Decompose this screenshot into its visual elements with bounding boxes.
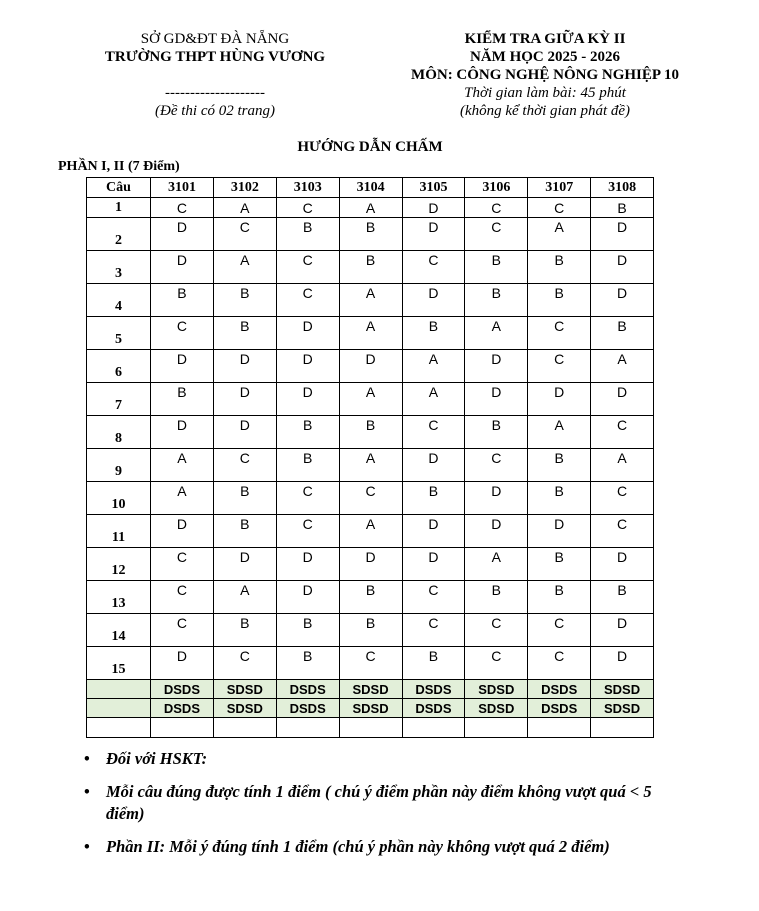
question-number: 6: [87, 350, 151, 383]
answer-cell: B: [402, 647, 465, 680]
true-false-cell: SDSD: [591, 699, 654, 718]
answer-cell: C: [276, 482, 339, 515]
department-name: SỞ GD&ĐT ĐÀ NẴNG: [140, 31, 290, 47]
answer-cell: C: [465, 647, 528, 680]
question-number: 2: [87, 218, 151, 251]
table-row: [87, 383, 654, 416]
answer-cell: B: [465, 251, 528, 284]
question-number: 13: [87, 581, 151, 614]
true-false-cell: SDSD: [465, 680, 528, 699]
answer-cell: A: [402, 350, 465, 383]
empty-cell: [151, 718, 214, 738]
question-number: 3: [87, 251, 151, 284]
subject-name: MÔN: CÔNG NGHỆ NÔNG NGHIỆP 10: [411, 67, 679, 83]
answer-cell: B: [528, 548, 591, 581]
answer-cell: C: [213, 218, 276, 251]
answer-cell: D: [151, 350, 214, 383]
question-number: 8: [87, 416, 151, 449]
bullet-icon: •: [84, 782, 90, 801]
answer-cell: C: [151, 548, 214, 581]
table-row: [87, 198, 654, 218]
answer-cell: A: [465, 548, 528, 581]
empty-cell: [276, 718, 339, 738]
empty-row: [87, 718, 654, 738]
answer-cell: B: [402, 317, 465, 350]
answer-cell: A: [339, 449, 402, 482]
answer-cell: D: [591, 218, 654, 251]
part-label: PHẦN I, II (7 Điểm): [58, 159, 180, 174]
answer-cell: A: [339, 383, 402, 416]
answer-cell: C: [402, 614, 465, 647]
answer-cell: B: [339, 416, 402, 449]
answer-cell: C: [465, 218, 528, 251]
answer-cell: D: [591, 284, 654, 317]
answer-cell: C: [276, 515, 339, 548]
school-year: NĂM HỌC 2025 - 2026: [470, 49, 620, 65]
column-header: 3107: [528, 178, 591, 198]
header-left: [85, 30, 345, 120]
true-false-row: [87, 699, 654, 718]
note-item: [82, 748, 682, 770]
true-false-cell: SDSD: [591, 680, 654, 699]
answer-cell: C: [339, 647, 402, 680]
answer-cell: A: [591, 449, 654, 482]
question-number: 11: [87, 515, 151, 548]
column-header: 3103: [276, 178, 339, 198]
answer-cell: C: [151, 317, 214, 350]
table-row: [87, 548, 654, 581]
question-number: 7: [87, 383, 151, 416]
question-number: 15: [87, 647, 151, 680]
answer-cell: B: [591, 317, 654, 350]
empty-cell: [87, 680, 151, 699]
table-row: [87, 284, 654, 317]
true-false-cell: DSDS: [528, 699, 591, 718]
true-false-cell: SDSD: [465, 699, 528, 718]
answer-cell: A: [465, 317, 528, 350]
pages-note: (Đề thi có 02 trang): [155, 103, 275, 119]
answer-cell: D: [339, 548, 402, 581]
answer-cell: B: [213, 614, 276, 647]
answer-cell: A: [339, 198, 402, 218]
answer-cell: B: [339, 614, 402, 647]
answer-cell: C: [465, 614, 528, 647]
column-header: 3106: [465, 178, 528, 198]
true-false-cell: DSDS: [402, 680, 465, 699]
exam-time: Thời gian làm bài: 45 phút: [464, 85, 626, 101]
table-row: [87, 515, 654, 548]
true-false-cell: DSDS: [276, 699, 339, 718]
table-header-row: [87, 178, 654, 198]
answer-cell: C: [591, 515, 654, 548]
table-row: [87, 350, 654, 383]
table-row: [87, 317, 654, 350]
bullet-icon: •: [84, 749, 90, 768]
answer-cell: D: [591, 647, 654, 680]
empty-cell: [339, 718, 402, 738]
exam-title: KIỂM TRA GIỮA KỲ II: [464, 31, 626, 47]
answer-cell: B: [402, 482, 465, 515]
answer-cell: C: [151, 581, 214, 614]
note-item: [82, 836, 682, 858]
answer-cell: D: [276, 317, 339, 350]
answer-cell: D: [276, 548, 339, 581]
answer-cell: D: [402, 515, 465, 548]
answer-cell: B: [528, 284, 591, 317]
answer-cell: B: [151, 284, 214, 317]
answer-cell: D: [402, 449, 465, 482]
answer-cell: B: [151, 383, 214, 416]
true-false-cell: DSDS: [151, 699, 214, 718]
page-title: HƯỚNG DẪN CHẤM: [297, 139, 443, 155]
table-row: [87, 482, 654, 515]
answer-cell: B: [213, 515, 276, 548]
answer-cell: C: [402, 251, 465, 284]
answer-cell: C: [151, 198, 214, 218]
answer-cell: A: [339, 515, 402, 548]
answer-cell: C: [213, 647, 276, 680]
answer-cell: B: [213, 284, 276, 317]
question-number: 1: [87, 198, 151, 218]
column-header: Câu: [87, 178, 151, 198]
answer-cell: D: [528, 383, 591, 416]
header-right: [395, 30, 695, 120]
answer-cell: A: [151, 482, 214, 515]
answer-cell: D: [151, 251, 214, 284]
answer-cell: B: [276, 416, 339, 449]
bullet-icon: •: [84, 837, 90, 856]
answer-cell: B: [465, 416, 528, 449]
empty-cell: [87, 699, 151, 718]
answer-cell: B: [213, 482, 276, 515]
answer-cell: D: [465, 482, 528, 515]
answer-cell: D: [276, 383, 339, 416]
empty-cell: [465, 718, 528, 738]
table-row: [87, 251, 654, 284]
answer-cell: B: [276, 449, 339, 482]
column-header: 3104: [339, 178, 402, 198]
answer-cell: B: [591, 198, 654, 218]
true-false-row: [87, 680, 654, 699]
answer-cell: C: [528, 614, 591, 647]
note-item: [82, 781, 682, 825]
answer-cell: D: [213, 350, 276, 383]
answer-cell: B: [339, 218, 402, 251]
table-row: [87, 614, 654, 647]
answer-cell: B: [528, 449, 591, 482]
answer-cell: B: [591, 581, 654, 614]
answer-cell: B: [528, 581, 591, 614]
answer-cell: D: [465, 383, 528, 416]
answer-cell: D: [591, 251, 654, 284]
question-number: 5: [87, 317, 151, 350]
empty-cell: [591, 718, 654, 738]
table-row: [87, 416, 654, 449]
answer-cell: D: [402, 198, 465, 218]
table-row: [87, 581, 654, 614]
divider-dashes: --------------------: [165, 85, 265, 101]
answer-cell: D: [151, 647, 214, 680]
true-false-cell: DSDS: [402, 699, 465, 718]
true-false-cell: DSDS: [276, 680, 339, 699]
answer-cell: D: [402, 218, 465, 251]
note-text: Đối với HSKT:: [106, 749, 208, 768]
answer-cell: C: [465, 449, 528, 482]
answer-cell: A: [213, 251, 276, 284]
answer-cell: B: [339, 581, 402, 614]
answer-cell: B: [276, 218, 339, 251]
answer-cell: A: [339, 317, 402, 350]
answer-cell: C: [465, 198, 528, 218]
question-number: 10: [87, 482, 151, 515]
answer-cell: D: [213, 416, 276, 449]
note-text: Phần II: Mỗi ý đúng tính 1 điểm (chú ý phần này không vượt quá 2 điểm): [106, 837, 610, 856]
answer-cell: B: [276, 647, 339, 680]
true-false-cell: SDSD: [339, 680, 402, 699]
answer-cell: A: [213, 198, 276, 218]
answer-cell: B: [276, 614, 339, 647]
exam-time-note: (không kể thời gian phát đề): [459, 103, 631, 119]
answer-cell: A: [528, 416, 591, 449]
answer-cell: C: [276, 284, 339, 317]
answer-cell: B: [528, 482, 591, 515]
answer-cell: D: [339, 350, 402, 383]
empty-cell: [528, 718, 591, 738]
answer-cell: A: [591, 350, 654, 383]
answer-cell: D: [402, 548, 465, 581]
answer-cell: D: [276, 350, 339, 383]
true-false-cell: DSDS: [151, 680, 214, 699]
answer-cell: D: [276, 581, 339, 614]
answer-cell: C: [528, 647, 591, 680]
answer-cell: D: [151, 416, 214, 449]
table-row: [87, 449, 654, 482]
answer-cell: D: [151, 218, 214, 251]
true-false-cell: DSDS: [528, 680, 591, 699]
true-false-cell: SDSD: [213, 699, 276, 718]
answer-cell: A: [402, 383, 465, 416]
answer-cell: B: [528, 251, 591, 284]
question-number: 9: [87, 449, 151, 482]
true-false-cell: SDSD: [213, 680, 276, 699]
answer-cell: D: [591, 614, 654, 647]
answer-cell: C: [402, 416, 465, 449]
answer-cell: D: [591, 548, 654, 581]
answer-cell: C: [213, 449, 276, 482]
answer-cell: B: [339, 251, 402, 284]
empty-cell: [213, 718, 276, 738]
answer-cell: C: [591, 482, 654, 515]
answer-cell: D: [591, 383, 654, 416]
answer-cell: D: [213, 383, 276, 416]
column-header: 3102: [213, 178, 276, 198]
table-row: [87, 218, 654, 251]
answer-key-table: [86, 177, 654, 738]
answer-cell: D: [402, 284, 465, 317]
answer-cell: C: [528, 317, 591, 350]
answer-cell: D: [151, 515, 214, 548]
true-false-cell: SDSD: [339, 699, 402, 718]
empty-cell: [87, 718, 151, 738]
answer-cell: C: [528, 198, 591, 218]
column-header: 3108: [591, 178, 654, 198]
answer-cell: A: [151, 449, 214, 482]
answer-cell: C: [402, 581, 465, 614]
table-row: [87, 647, 654, 680]
question-number: 12: [87, 548, 151, 581]
answer-cell: D: [213, 548, 276, 581]
question-number: 14: [87, 614, 151, 647]
answer-cell: C: [276, 251, 339, 284]
note-text: Mỗi câu đúng được tính 1 điểm ( chú ý điểm phần này điểm không vượt quá < 5 điểm): [106, 782, 652, 823]
answer-cell: B: [465, 581, 528, 614]
answer-cell: C: [276, 198, 339, 218]
answer-cell: A: [528, 218, 591, 251]
answer-cell: C: [339, 482, 402, 515]
answer-cell: C: [151, 614, 214, 647]
column-header: 3105: [402, 178, 465, 198]
column-header: 3101: [151, 178, 214, 198]
answer-cell: C: [591, 416, 654, 449]
answer-cell: C: [528, 350, 591, 383]
empty-cell: [402, 718, 465, 738]
answer-cell: B: [465, 284, 528, 317]
school-name: TRƯỜNG THPT HÙNG VƯƠNG: [104, 49, 326, 65]
answer-cell: B: [213, 317, 276, 350]
answer-cell: D: [528, 515, 591, 548]
answer-cell: A: [213, 581, 276, 614]
notes-list: [82, 748, 682, 869]
answer-cell: A: [339, 284, 402, 317]
answer-cell: D: [465, 515, 528, 548]
question-number: 4: [87, 284, 151, 317]
answer-cell: D: [465, 350, 528, 383]
